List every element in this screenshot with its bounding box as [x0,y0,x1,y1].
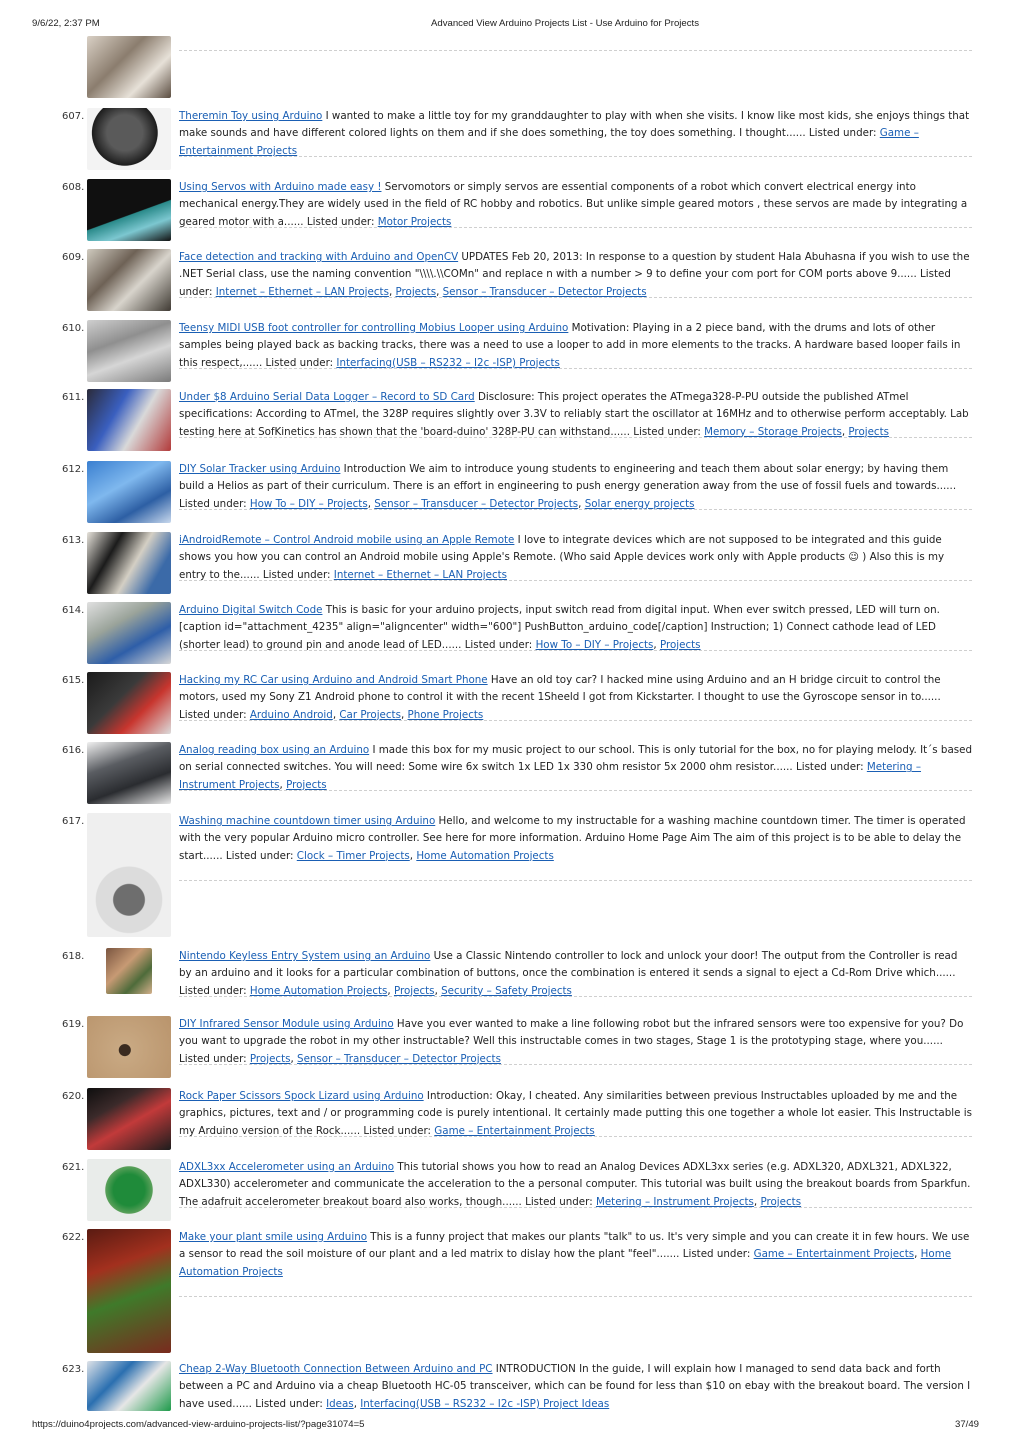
item-text [179,948,972,1000]
project-description: I love to integrate devices which are not supposed to be integrated and this guide shows you how you can control an Android mobile using Apple's Remote. (Who said Apple devices work only with Apple products 😉 ) Also this is my entry to the...... [179,534,945,581]
item-text [179,1361,972,1413]
category-link[interactable]: Memory – Storage Projects [704,425,842,438]
category-link[interactable]: Home Automation Projects [249,984,388,997]
item-text [179,320,972,372]
thumbnail-image[interactable] [87,1229,171,1353]
listed-under-label: Listed under: [179,1052,250,1065]
category-link[interactable]: Sensor – Transducer – Detector Projects [374,497,579,510]
item-number: 609. [62,252,85,263]
category-link[interactable]: Sensor – Transducer – Detector Projects [297,1052,501,1065]
category-link[interactable]: Sensor – Transducer – Detector Projects [442,285,647,298]
category-link[interactable]: Car Projects [339,708,401,721]
category-separator: , [753,1195,761,1208]
project-description: INTRODUCTION In the guide, I will explain how I managed to send data back and forth between a PC and Arduino via a cheap Bluetooth HC-05 transceiver, which can be found for less than $10 on ebay with the breakout board. The version I have used...... [179,1363,971,1410]
row-separator [179,1064,972,1065]
row-separator [179,1207,972,1208]
category-separator: , [279,778,287,791]
project-description: I made this box for my music project to our school. This is only tutorial for the box, no for playing melody. It´s based on serial connected switches. You will need: Some wire 6x switch 1x LED 1x 330 ohm resistor 5x 2000 ohm resistor...... [179,744,973,774]
project-description: I wanted to make a little toy for my granddaughter to play with when she visits. I know like most kids, she enjoys things that make sounds and have different colored lights on them and if she does something, the toy does something. I thought...... [179,110,970,140]
item-number: 621. [62,1162,85,1173]
project-description: Have an old toy car? I hacked mine using Arduino and an H bridge circuit to control the motors, used my Sony Z1 Android phone to control it with the recent 1Sheeld I got from Kickstarter. I thought to use the Gyroscope sensor in to...... [179,674,941,704]
project-title-link[interactable]: Cheap 2-Way Bluetooth Connection Between Arduino and PC [179,1363,493,1375]
item-text [179,1016,972,1068]
category-separator: , [578,497,585,510]
thumbnail-image[interactable] [87,108,171,170]
project-title-link[interactable]: iAndroidRemote – Control Android mobile using an Apple Remote [179,534,515,546]
category-separator: , [367,497,375,510]
item-number: 617. [62,816,85,827]
project-description: Introduction We aim to introduce young students to engineering and teach them about solar energy; by having them build a Helios as part of their curriculum. There is an effort in engineering to push energy generation away from the use of fossil fuels and towards...... [179,463,957,493]
category-link[interactable]: Interfacing(USB – RS232 – I2c -ISP) Project Ideas [360,1397,610,1410]
listed-under-label: Listed under: [808,127,880,140]
item-text [179,389,972,441]
row-separator [179,368,972,369]
listed-under-label: Listed under: [179,708,250,721]
print-datetime: 9/6/22, 2:37 PM [32,18,100,29]
category-link[interactable]: Motor Projects [377,215,452,228]
print-page-title: Advanced View Arduino Projects List - Use Arduino for Projects [430,18,700,29]
project-title-link[interactable]: Teensy MIDI USB foot controller for controlling Mobius Looper using Arduino [179,322,569,334]
thumbnail-image[interactable] [87,1016,171,1078]
category-link[interactable]: Ideas [326,1397,354,1410]
thumbnail-image[interactable] [87,672,171,734]
listed-under-label: Listed under: [265,356,337,369]
item-number: 614. [62,605,85,616]
project-title-link[interactable]: Arduino Digital Switch Code [179,604,323,616]
project-description: This is a funny project that makes our plants "talk" to us. It's very simple and you can create it in few hours. We use a sensor to read the soil moisture of our plant and a led matrix to dislay how the plant "feel"....... [179,1231,970,1261]
listed-under-label: Listed under: [255,1397,327,1410]
project-title-link[interactable]: Theremin Toy using Arduino [179,110,323,122]
item-text [179,1159,972,1211]
category-link[interactable]: Home Automation Projects [416,849,554,862]
row-separator [179,720,972,721]
listed-under-label: Listed under: [525,1195,596,1208]
category-link[interactable]: Metering – Instrument Projects [179,761,922,791]
thumbnail-image[interactable] [87,1088,171,1150]
project-description: UPDATES Feb 20, 2013: In response to a question by student Hala Abuhasna if you wish to use the .NET Serial class, use the naming convention "\\\\.\\COMn" and replace n with a number > 9 to define your com port for COM ports above 9...... [179,251,970,281]
category-separator: , [434,984,442,997]
category-separator: , [653,638,660,651]
item-number: 623. [62,1364,85,1375]
thumbnail-image[interactable] [87,461,171,523]
category-link[interactable]: Projects [395,285,437,298]
project-title-link[interactable]: Hacking my RC Car using Arduino and Android Smart Phone [179,674,488,686]
category-separator: , [914,1248,921,1261]
category-link[interactable]: Projects [249,1052,291,1065]
project-title-link[interactable]: DIY Solar Tracker using Arduino [179,463,341,475]
item-text [179,602,972,654]
item-number: 611. [62,392,85,403]
project-title-link[interactable]: Make your plant smile using Arduino [179,1231,368,1243]
item-number: 619. [62,1019,85,1030]
project-title-link[interactable]: DIY Infrared Sensor Module using Arduino [179,1018,394,1030]
item-text [179,1088,972,1140]
thumbnail-image[interactable] [87,742,171,804]
row-separator [179,50,972,51]
row-separator [179,790,972,791]
category-separator: , [388,285,396,298]
category-link[interactable]: Metering – Instrument Projects [595,1195,754,1208]
thumbnail-image[interactable] [87,249,171,311]
category-link[interactable]: Game – Entertainment Projects [753,1248,915,1261]
item-number: 613. [62,535,85,546]
row-separator [179,437,972,438]
item-number: 615. [62,675,85,686]
project-description: This is basic for your arduino projects, input switch read from digital input. When ever switch pressed, LED will turn on. [caption id="attachment_4235" align="aligncenter" width="600"] PushButton_arduino_code[/caption] Instruction; 1) Connect cathode lead of LED (shorter lead) to ground pin and anode lead of LED...... [179,604,940,651]
category-link[interactable]: How To – DIY – Projects [249,497,368,510]
row-separator [179,1296,972,1297]
item-number: 618. [62,951,85,962]
category-link[interactable]: Solar energy projects [584,497,695,510]
item-number: 610. [62,323,85,334]
category-link[interactable]: Projects [760,1195,802,1208]
project-description: Have you ever wanted to make a line following robot but the infrared sensors were too expensive for you? Do you want to upgrade the robot in my other instructable? Well this instructable comes in two stages, Stage 1 is the prototyping stage, where you...... [179,1018,964,1048]
item-text [179,461,972,513]
category-link[interactable]: Internet – Ethernet – LAN Projects [215,285,389,298]
category-link[interactable]: Internet – Ethernet – LAN Projects [333,568,508,581]
category-link[interactable]: Clock – Timer Projects [296,849,410,862]
item-number: 608. [62,182,85,193]
category-link[interactable]: Projects [848,425,890,438]
row-separator [179,227,972,228]
project-description: Servomotors or simply servos are essential components of a robot which convert electrical energy into mechanical energy.They are widely used in the field of RC hobby and robotics. But unlike simple geared motors , these servos are made by integrating a geared motor with a...... [179,181,968,228]
category-link[interactable]: Interfacing(USB – RS232 – I2c -ISP) Projects [336,356,560,369]
thumbnail-image[interactable] [87,389,171,451]
item-number: 620. [62,1091,85,1102]
category-separator: , [332,708,340,721]
row-separator [179,880,972,881]
listed-under-label: Listed under: [179,497,250,510]
project-title-link[interactable]: Using Servos with Arduino made easy ! [179,181,382,193]
category-separator: , [400,708,408,721]
listed-under-label: Listed under: [306,215,378,228]
item-text [179,742,972,794]
category-separator: , [409,849,417,862]
item-text [179,249,972,301]
row-separator [179,509,972,510]
category-link[interactable]: Phone Projects [407,708,484,721]
category-link[interactable]: Projects [393,984,435,997]
project-description: This tutorial shows you how to read an Analog Devices ADXL3xx series (e.g. ADXL320, ADXL321, ADXL322, ADXL330) accelerometer and communicate the acceleration to the a personal computer. This tutorial was built using the breakout boards from Sparkfun. The adafruit accelerometer breakout board also works, though...... [179,1161,971,1208]
print-page-number: 37/49 [955,1419,980,1430]
listed-under-label: Listed under: [262,568,334,581]
category-link[interactable]: Game – Entertainment Projects [434,1124,595,1137]
thumbnail-image[interactable] [87,813,171,937]
category-link[interactable]: Projects [286,778,327,791]
category-separator: , [290,1052,298,1065]
project-title-link[interactable]: Under $8 Arduino Serial Data Logger – Record to SD Card [179,391,475,403]
row-separator [179,1136,972,1137]
item-text [179,672,972,724]
row-separator [179,996,972,997]
item-text [179,108,972,160]
project-title-link[interactable]: Analog reading box using an Arduino [179,744,370,756]
thumbnail-image[interactable] [87,1361,171,1411]
project-title-link[interactable]: Nintendo Keyless Entry System using an Arduino [179,950,431,962]
category-link[interactable]: Security – Safety Projects [441,984,572,997]
category-link[interactable]: Projects [659,638,701,651]
listed-under-label: Listed under: [795,761,867,774]
item-number: 607. [62,111,85,122]
listed-under-label: Listed under: [464,638,536,651]
item-text [179,813,972,865]
thumbnail-image[interactable] [87,602,171,664]
category-separator: , [841,425,849,438]
project-description: Motivation: Playing in a 2 piece band, with the drums and lots of other samples being played back as backing tracks, there was a need to use a looper to add in more elements to the tracks. A hardware based looper fails in this respect,...... [179,322,961,369]
project-description: Disclosure: This project operates the ATmega328-P-PU outside the published ATmel specifications: According to ATmel, the 328P requires slightly over 3.3V to reliably start the oscillator at 16MHz and to otherwise perform acceptably. Lab testing here at SofKinetics has shown that the 'board-duino' 328P-PU can withstand...... [179,391,969,438]
category-link[interactable]: Game – Entertainment Projects [179,127,919,157]
project-title-link[interactable]: Washing machine countdown timer using Arduino [179,815,436,827]
item-number: 622. [62,1232,85,1243]
print-url: https://duino4projects.com/advanced-view-arduino-projects-list/?page31074=5 [32,1419,365,1430]
thumbnail-image[interactable] [106,948,152,994]
thumbnail-image[interactable] [87,320,171,382]
thumbnail-image[interactable] [87,532,171,594]
row-separator [179,297,972,298]
row-separator [179,156,972,157]
project-description: Introduction: Okay, I cheated. Any similarities between previous Instructables uploaded by me and the graphics, pictures, text and / or programming code is purely intentional. It certainly made putting this one together a whole lot easier. This Instructable is my Arduino version of the Rock...... [179,1090,972,1137]
listed-under-label: Listed under: [682,1248,754,1261]
category-link[interactable]: How To – DIY – Projects [535,638,654,651]
thumbnail-image[interactable] [87,179,171,241]
listed-under-label: Listed under: [363,1124,435,1137]
category-separator: , [353,1397,361,1410]
item-number: 612. [62,464,85,475]
category-separator: , [436,285,443,298]
row-separator [179,650,972,651]
listed-under-label: Listed under: [179,984,250,997]
project-title-link[interactable]: Rock Paper Scissors Spock Lizard using Arduino [179,1090,424,1102]
project-description: Use a Classic Nintendo controller to lock and unlock your door! The output from the Controller is read by an arduino and it looks for a particular combination of buttons, once the combination is entered it sends a signal to eject a Cd-Rom Drive which...... [179,950,958,980]
item-text [179,1229,972,1281]
listed-under-label: Listed under: [633,425,705,438]
listed-under-label: Listed under: [225,849,297,862]
project-title-link[interactable]: Face detection and tracking with Arduino and OpenCV [179,251,459,263]
thumbnail-image[interactable] [87,36,171,98]
item-text [179,532,972,584]
category-separator: , [387,984,394,997]
category-link[interactable]: Home Automation Projects [179,1248,952,1278]
row-separator [179,580,972,581]
item-number: 616. [62,745,85,756]
thumbnail-image[interactable] [87,1159,171,1221]
project-title-link[interactable]: ADXL3xx Accelerometer using an Arduino [179,1161,395,1173]
project-description: Hello, and welcome to my instructable for a washing machine countdown timer. The timer is operated with the very popular Arduino micro controller. See here for more information. Arduino Home Page Aim The aim of this project is to be able to delay the start...... [179,815,966,862]
listed-under-label: Listed under: [179,268,951,298]
item-text [179,179,972,231]
category-link[interactable]: Arduino Android [249,708,333,721]
